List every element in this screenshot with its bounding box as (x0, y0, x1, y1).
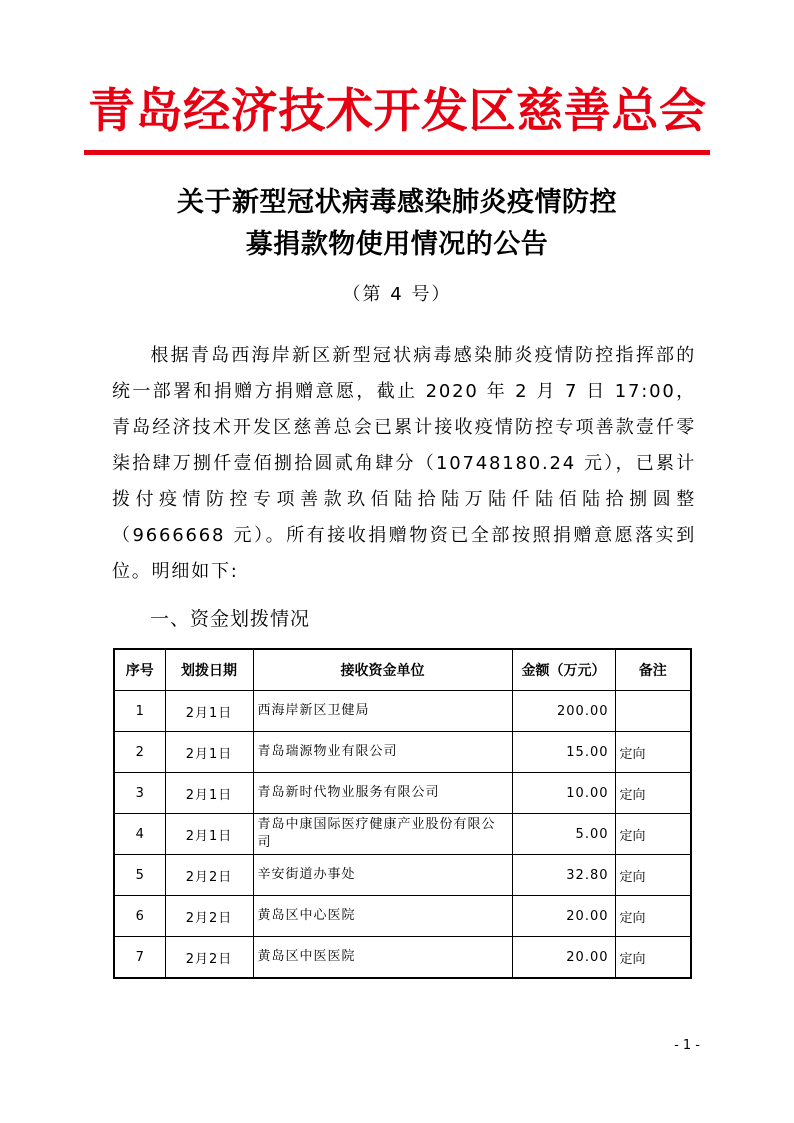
cell-amount: 15.00 (512, 732, 615, 773)
cell-date: 2月2日 (165, 937, 253, 979)
cell-no: 3 (114, 773, 165, 814)
masthead-char: 济 (230, 84, 278, 139)
cell-no: 6 (114, 896, 165, 937)
cell-note: 定向 (615, 732, 691, 773)
header-no: 序号 (114, 649, 165, 691)
table-row (114, 732, 691, 773)
masthead-char: 善 (563, 84, 611, 139)
masthead-char: 技 (278, 84, 326, 139)
fund-allocation-table (113, 648, 692, 979)
cell-date: 2月1日 (165, 773, 253, 814)
table-header-row (114, 649, 691, 691)
header-amount: 金额（万元） (512, 649, 615, 691)
cell-unit: 辛安街道办事处 (253, 855, 512, 896)
header-date: 划拨日期 (165, 649, 253, 691)
header-note: 备注 (615, 649, 691, 691)
cell-amount: 5.00 (512, 814, 615, 855)
cell-unit: 黄岛区中心医院 (253, 896, 512, 937)
masthead-char: 术 (325, 84, 373, 139)
cell-date: 2月1日 (165, 814, 253, 855)
cell-amount: 20.00 (512, 896, 615, 937)
masthead-char: 经 (183, 84, 231, 139)
cell-date: 2月2日 (165, 896, 253, 937)
masthead-title (88, 84, 706, 140)
table-row (114, 814, 691, 855)
table-row (114, 773, 691, 814)
masthead-char: 总 (611, 84, 659, 139)
cell-note: 定向 (615, 855, 691, 896)
cell-unit: 西海岸新区卫健局 (253, 691, 512, 732)
masthead-char: 发 (421, 84, 469, 139)
section-heading-fund-allocation: 一、资金划拨情况 (150, 608, 311, 630)
table-row (114, 937, 691, 979)
body-paragraph-text: 根据青岛西海岸新区新型冠状病毒感染肺炎疫情防控指挥部的统一部署和捐赠方捐赠意愿，截止 2020 年 2 月 7 日 17:00，青岛经济技术开发区慈善总会已累计接收疫情防控专项善款壹仟零柒拾肆万捌仟壹佰捌拾圆贰角肆分（10748180.24 元），已累计拨付疫情防控专项善款玖佰陆拾陆万陆仟陆佰陆拾捌圆整（9666668 元）。所有接收捐赠物资已全部按照捐赠意愿落实到位。明细如下: (112, 345, 696, 582)
cell-date: 2月2日 (165, 855, 253, 896)
masthead-char: 青 (88, 84, 135, 139)
cell-amount: 20.00 (512, 937, 615, 979)
masthead-char: 开 (373, 84, 421, 139)
cell-note: 定向 (615, 937, 691, 979)
cell-amount: 200.00 (512, 691, 615, 732)
cell-no: 4 (114, 814, 165, 855)
table-row (114, 896, 691, 937)
cell-unit: 青岛新时代物业服务有限公司 (253, 773, 512, 814)
cell-no: 7 (114, 937, 165, 979)
cell-unit: 黄岛区中医医院 (253, 937, 512, 979)
cell-date: 2月1日 (165, 691, 253, 732)
page-number: - 1 - (674, 1038, 700, 1053)
cell-unit: 青岛中康国际医疗健康产业股份有限公司 (253, 814, 512, 855)
cell-note (615, 691, 691, 732)
masthead-char: 区 (468, 84, 516, 139)
masthead-red-rule (84, 150, 710, 155)
header-unit: 接收资金单位 (253, 649, 512, 691)
announcement-title-line1: 关于新型冠状病毒感染肺炎疫情防控 (177, 187, 617, 218)
cell-unit: 青岛瑞源物业有限公司 (253, 732, 512, 773)
cell-note: 定向 (615, 814, 691, 855)
cell-no: 2 (114, 732, 165, 773)
table-row (114, 691, 691, 732)
cell-amount: 32.80 (512, 855, 615, 896)
cell-no: 1 (114, 691, 165, 732)
cell-note: 定向 (615, 773, 691, 814)
masthead-char: 会 (658, 84, 706, 139)
issue-number: （第 4 号） (342, 284, 452, 305)
cell-note: 定向 (615, 896, 691, 937)
table-row (114, 855, 691, 896)
masthead-char: 慈 (516, 84, 564, 139)
cell-date: 2月1日 (165, 732, 253, 773)
announcement-title-line2: 募捐款物使用情况的公告 (245, 229, 549, 260)
masthead-char: 岛 (135, 84, 183, 139)
cell-amount: 10.00 (512, 773, 615, 814)
body-paragraph (112, 338, 696, 590)
cell-no: 5 (114, 855, 165, 896)
